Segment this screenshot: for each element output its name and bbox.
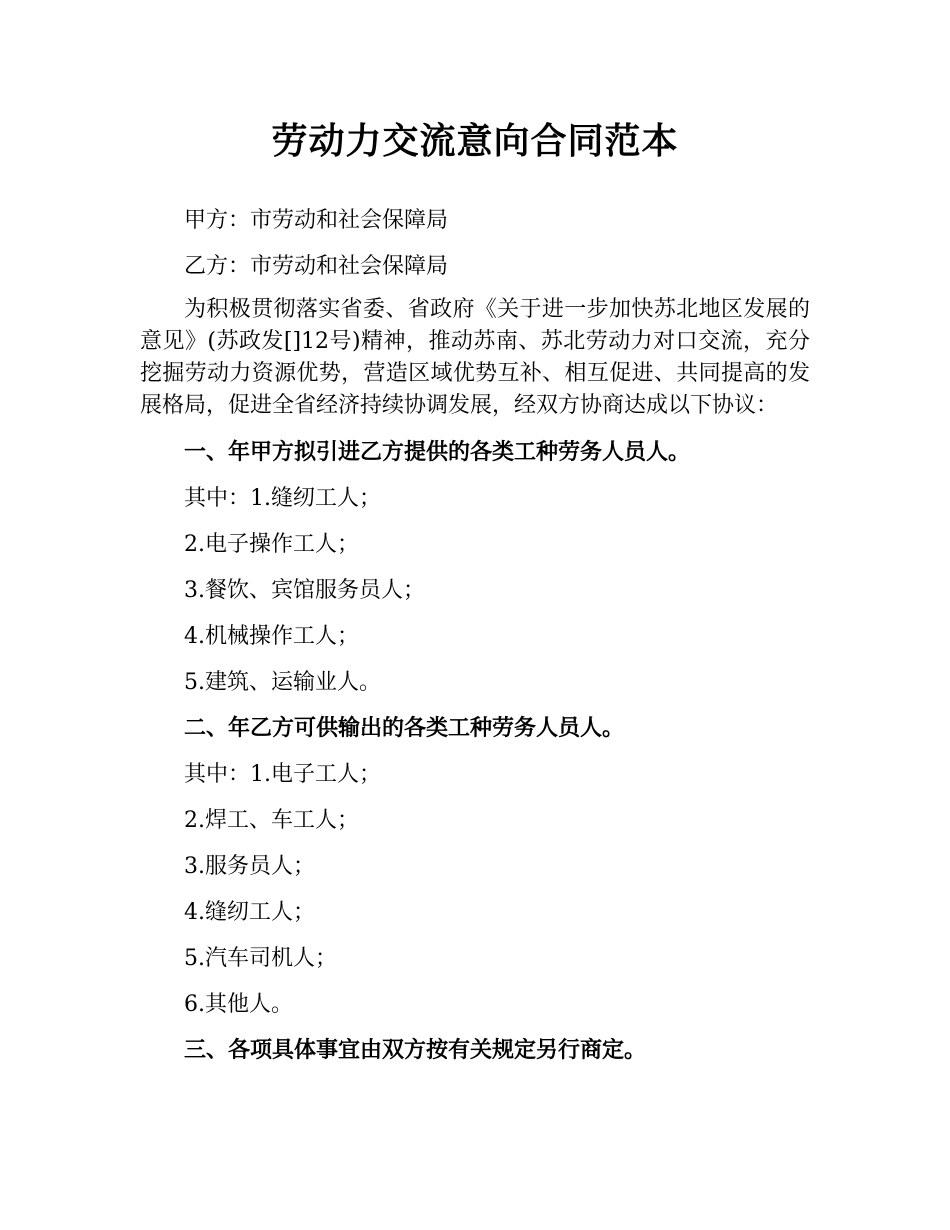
party-b-line: 乙方：市劳动和社会保障局 [184, 254, 449, 279]
section-1-item: 4.机械操作工人； [184, 624, 359, 649]
section-1-item: 3.餐饮、宾馆服务员人； [184, 578, 425, 603]
section-1-item: 5.建筑、运输业人。 [184, 670, 381, 695]
section-2-item: 2.焊工、车工人； [184, 808, 359, 833]
section-1-item: 2.电子操作工人； [184, 532, 359, 557]
section-2-item: 6.其他人。 [184, 992, 293, 1017]
document-title: 劳动力交流意向合同范本 [271, 121, 679, 162]
section-2-item: 5.汽车司机人； [184, 946, 337, 971]
section-1-item: 其中：1.缝纫工人； [184, 486, 381, 511]
section-3-heading: 三、各项具体事宜由双方按有关规定另行商定。 [184, 1038, 647, 1063]
document-body [140, 198, 810, 1074]
section-2-heading: 二、年乙方可供输出的各类工种劳务人员人。 [184, 716, 625, 741]
section-2-item: 4.缝纫工人； [184, 900, 315, 925]
intro-paragraph: 为积极贯彻落实省委、省政府《关于进一步加快苏北地区发展的意见》(苏政发[]12号)精神，推动苏南、苏北劳动力对口交流，充分挖掘劳动力资源优势，营造区域优势互补、相互促进、共同提高的发展格局，促进全省经济持续协调发展，经双方协商达成以下协议： [140, 297, 810, 418]
section-1-heading: 一、年甲方拟引进乙方提供的各类工种劳务人员人。 [184, 440, 691, 465]
party-a-line: 甲方：市劳动和社会保障局 [184, 208, 449, 233]
section-2-item: 其中：1.电子工人； [184, 762, 381, 787]
section-2-item: 3.服务员人； [184, 854, 315, 879]
